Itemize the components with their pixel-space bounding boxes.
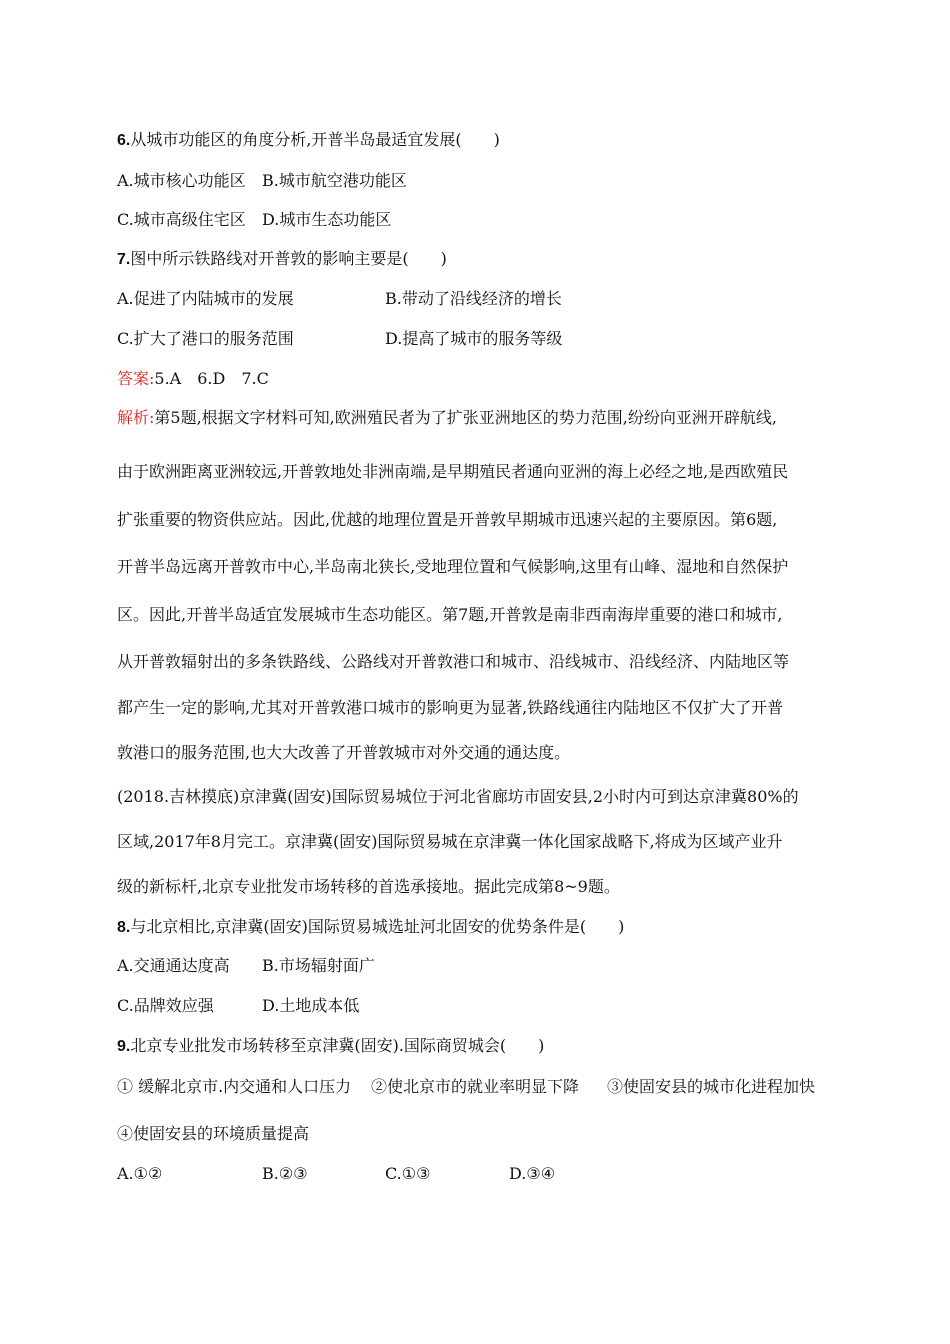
material-line-2: 区域,2017年8月完工。京津冀(固安)国际贸易城在京津冀一体化国家战略下,将成为区域产业升	[117, 832, 783, 851]
question-9-items-row1	[117, 1076, 816, 1098]
option-b: B.②③	[262, 1164, 308, 1183]
material-line-3: 级的新标杆,北京专业批发市场转移的首选承接地。据此完成第8~9题。	[117, 877, 620, 896]
analysis-line-5: 区。因此,开普半岛适宜发展城市生态功能区。第7题,开普敦是南非西南海岸重要的港口和城市,	[117, 605, 783, 624]
question-9-options	[117, 1163, 556, 1185]
question-6-options-row2	[117, 209, 392, 231]
question-text: 从城市功能区的角度分析,开普半岛最适宜发展( )	[130, 130, 500, 149]
question-6-options-row1	[117, 170, 407, 192]
question-text: 与北京相比,京津冀(固安)国际贸易城选址河北固安的优势条件是( )	[130, 917, 625, 936]
analysis-line-8: 敦港口的服务范围,也大大改善了开普敦城市对外交通的通达度。	[117, 743, 571, 762]
question-7-stem	[117, 248, 447, 271]
option-c: C.城市高级住宅区	[117, 210, 246, 229]
analysis-line-7: 都产生一定的影响,尤其对开普敦港口城市的影响更为显著,铁路线通往内陆地区不仅扩大了开普	[117, 698, 784, 717]
question-7-options-row2	[117, 328, 563, 350]
question-6-stem	[117, 129, 500, 152]
option-d: D.土地成本低	[262, 996, 360, 1015]
answer-label: 答案:	[117, 369, 155, 388]
option-b: B.城市航空港功能区	[262, 171, 407, 190]
answer-line	[117, 368, 269, 390]
option-c: C.①③	[385, 1164, 431, 1183]
question-text: 图中所示铁路线对开普敦的影响主要是( )	[130, 249, 447, 268]
analysis-line-1	[117, 407, 777, 429]
option-a: A.城市核心功能区	[117, 171, 246, 190]
option-c: C.扩大了港口的服务范围	[117, 329, 294, 348]
option-a: A.促进了内陆城市的发展	[117, 289, 294, 308]
question-text: 北京专业批发市场转移至京津冀(固安).国际商贸城会( )	[130, 1036, 545, 1055]
option-b: B.带动了沿线经济的增长	[385, 289, 562, 308]
material-line-1: (2018.吉林摸底)京津冀(固安)国际贸易城位于河北省廊坊市固安县,2小时内可到达京津冀80%的	[117, 787, 799, 806]
analysis-line-6: 从开普敦辐射出的多条铁路线、公路线对开普敦港口和城市、沿线城市、沿线经济、内陆地区等	[117, 652, 790, 671]
analysis-line-3: 扩张重要的物资供应站。因此,优越的地理位置是开普敦早期城市迅速兴起的主要原因。第6题,	[117, 510, 778, 529]
question-9-items-row2	[117, 1123, 309, 1145]
analysis-line-4: 开普半岛远离开普敦市中心,半岛南北狭长,受地理位置和气候影响,这里有山峰、湿地和自然保护	[117, 557, 789, 576]
statement-4: ④使固安县的环境质量提高	[117, 1124, 310, 1143]
question-number: 6.	[117, 132, 131, 149]
question-number: 9.	[117, 1038, 131, 1055]
analysis-line-2: 由于欧洲距离亚洲较远,开普敦地处非洲南端,是早期殖民者通向亚洲的海上必经之地,是西欧殖民	[117, 462, 789, 481]
option-c: C.品牌效应强	[117, 996, 214, 1015]
option-d: D.城市生态功能区	[262, 210, 392, 229]
question-number: 7.	[117, 251, 131, 268]
statement-2: ②使北京市的就业率明显下降	[371, 1077, 580, 1096]
answer-text: 5.A 6.D 7.C	[154, 369, 269, 388]
question-7-options-row1	[117, 288, 562, 310]
option-a: A.①②	[117, 1164, 163, 1183]
statement-3: ③使固安县的城市化进程加快	[607, 1077, 816, 1096]
analysis-text: 第5题,根据文字材料可知,欧洲殖民者为了扩张亚洲地区的势力范围,纷纷向亚洲开辟航线,	[154, 408, 777, 427]
question-number: 8.	[117, 919, 131, 936]
question-9-stem	[117, 1035, 544, 1058]
question-8-stem	[117, 916, 624, 939]
option-a: A.交通通达度高	[117, 956, 230, 975]
analysis-label: 解析:	[117, 408, 155, 427]
option-d: D.提高了城市的服务等级	[385, 329, 563, 348]
option-d: D.③④	[509, 1164, 556, 1183]
statement-1: ① 缓解北京市.内交通和人口压力	[117, 1077, 352, 1096]
question-8-options-row2	[117, 995, 360, 1017]
option-b: B.市场辐射面广	[262, 956, 375, 975]
question-8-options-row1	[117, 955, 375, 977]
